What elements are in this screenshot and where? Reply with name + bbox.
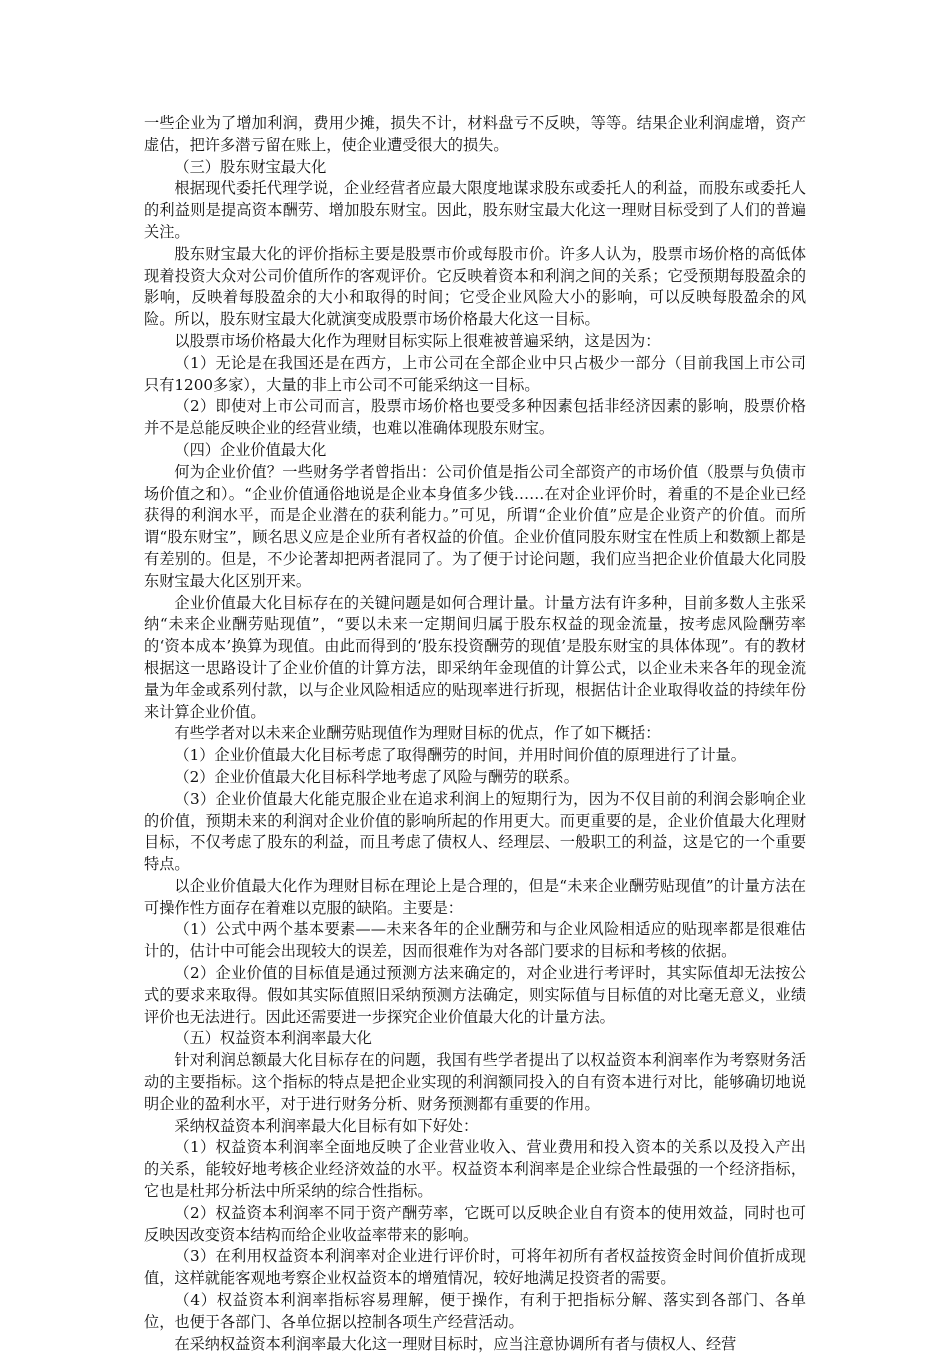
list-item: （2）企业价值最大化目标科学地考虑了风险与酬劳的联系。 (174, 767, 579, 786)
paragraph: 以企业价值最大化作为理财目标在理论上是合理的，但是“未来企业酬劳贴现值”的计量方法在可操作性方面存在着难以克服的缺陷。主要是： (144, 876, 806, 917)
list-item: （2）企业价值的目标值是通过预测方法来确定的，对企业进行考评时，其实际值却无法按公式的要求来取得。假如其实际值照旧采纳预测方法确定，则实际值与目标值的对比毫无意义，业绩评价也无法进行。因此还需要进一步探究企业价值最大化的计量方法。 (144, 964, 806, 1026)
list-item: （2）权益资本利润率不同于资产酬劳率，它既可以反映企业自有资本的使用效益，同时也可反映因改变资本结构而给企业收益率带来的影响。 (144, 1203, 806, 1244)
list-item: （4）权益资本利润率指标容易理解，便于操作，有利于把指标分解、落实到各部门、各单位，也便于各部门、各单位据以控制各项生产经营活动。 (144, 1291, 806, 1331)
paragraph: 企业价值最大化目标存在的关键问题是如何合理计量。计量方法有许多种，目前多数人主张采纳“未来企业酬劳贴现值”，“要以未来一定期间归属于股东权益的现金流量，按考虑风险酬劳率的‘资本成本’换算为现值。由此而得到的‘股东投资酬劳的现值’是股东财宝的具体体现”。有的教材根据这一思路设计了企业价值的计算方法，即采纳年金现值的计算公式，以企业未来各年的现金流量为年金或系列付款，以与企业风险相适应的贴现率进行折现，根据估计企业取得收益的持续年份来计算企业价值。 (144, 593, 806, 721)
paragraph: 股东财宝最大化的评价指标主要是股票市价或每股市价。许多人认为，股票市场价格的高低体现着投资大众对公司价值所作的客观评价。它反映着资本和利润之间的关系；它受预期每股盈余的影响，反映着每股盈余的大小和取得的时间；它受企业风险大小的影响，可以反映每股盈余的风险。所以，股东财宝最大化就演变成股票市场价格最大化这一目标。 (144, 244, 806, 329)
paragraph: 采纳权益资本利润率最大化目标有如下好处： (174, 1116, 479, 1135)
paragraph: 一些企业为了增加利润，费用少摊，损失不计，材料盘亏不反映，等等。结果企业利润虚增，资产虚估，把许多潜亏留在账上，使企业遭受很大的损失。 (144, 114, 806, 154)
section-heading: （四）企业价值最大化 (174, 440, 327, 459)
paragraph: 根据现代委托代理学说，企业经营者应最大限度地谋求股东或委托人的利益，而股东或委托人的利益则是提高资本酬劳、增加股东财宝。因此，股东财宝最大化这一理财目标受到了人们的普遍关注。 (144, 179, 806, 241)
paragraph: 在采纳权益资本利润率最大化这一理财目标时，应当注意协调所有者与债权人、经营 (174, 1334, 737, 1353)
paragraph: 何为企业价值？一些财务学者曾指出：公司价值是指公司全部资产的市场价值（股票与负债市场价值之和）。“企业价值通俗地说是企业本身值多少钱……在对企业评价时，着重的不是企业已经获得的利润水平，而是企业潜在的获利能力。”可见，所谓“企业价值”应是企业资产的价值。而所谓“股东财宝”，顾名思义应是企业所有者权益的价值。企业价值同股东财宝在性质上和数额上都是有差别的。但是，不少论著却把两者混同了。为了便于讨论问题，我们应当把企业价值最大化同股东财宝最大化区别开来。 (144, 462, 806, 590)
paragraph: 有些学者对以未来企业酬劳贴现值作为理财目标的优点，作了如下概括： (174, 724, 661, 743)
list-item: （1）无论是在我国还是在西方，上市公司在全部企业中只占极少一部分（目前我国上市公司只有1200多家），大量的非上市公司不可能采纳这一目标。 (144, 353, 806, 394)
list-item: （3）企业价值最大化能克服企业在追求利润上的短期行为，因为不仅目前的利润会影响企业的价值，预期未来的利润对企业价值的影响所起的作用更大。而更重要的是，企业价值最大化理财目标，不仅考虑了股东的利益，而且考虑了债权人、经理层、一般职工的利益，这是它的一个重要特点。 (144, 789, 806, 874)
list-item: （1）企业价值最大化目标考虑了取得酬劳的时间，并用时间价值的原理进行了计量。 (174, 746, 746, 765)
paragraph: 针对利润总额最大化目标存在的问题，我国有些学者提出了以权益资本利润率作为考察财务活动的主要指标。这个指标的特点是把企业实现的利润额同投入的自有资本进行对比，能够确切地说明企业的盈利水平，对于进行财务分析、财务预测都有重要的作用。 (144, 1051, 806, 1113)
list-item: （1）权益资本利润率全面地反映了企业营业收入、营业费用和投入资本的关系以及投入产出的关系，能较好地考核企业经济效益的水平。权益资本利润率是企业综合性最强的一个经济指标，它也是杜邦分析法中所采纳的综合性指标。 (144, 1138, 806, 1201)
section-heading: （三）股东财宝最大化 (174, 157, 327, 176)
list-item: （2）即使对上市公司而言，股票市场价格也要受多种因素包括非经济因素的影响，股票价格并不是总能反映企业的经营业绩，也难以准确体现股东财宝。 (144, 397, 806, 438)
list-item: （3）在利用权益资本利润率对企业进行评价时，可将年初所有者权益按资金时间价值折成现值，这样就能客观地考察企业权益资本的增殖情况，较好地满足投资者的需要。 (144, 1247, 806, 1288)
document-page (144, 113, 806, 1355)
list-item: （1）公式中两个基本要素——未来各年的企业酬劳和与企业风险相适应的贴现率都是很难估计的，估计中可能会出现较大的误差，因而很难作为对各部门要求的目标和考核的依据。 (144, 920, 806, 961)
section-heading: （五）权益资本利润率最大化 (174, 1029, 372, 1048)
paragraph: 以股票市场价格最大化作为理财目标实际上很难被普遍采纳，这是因为： (174, 331, 661, 350)
